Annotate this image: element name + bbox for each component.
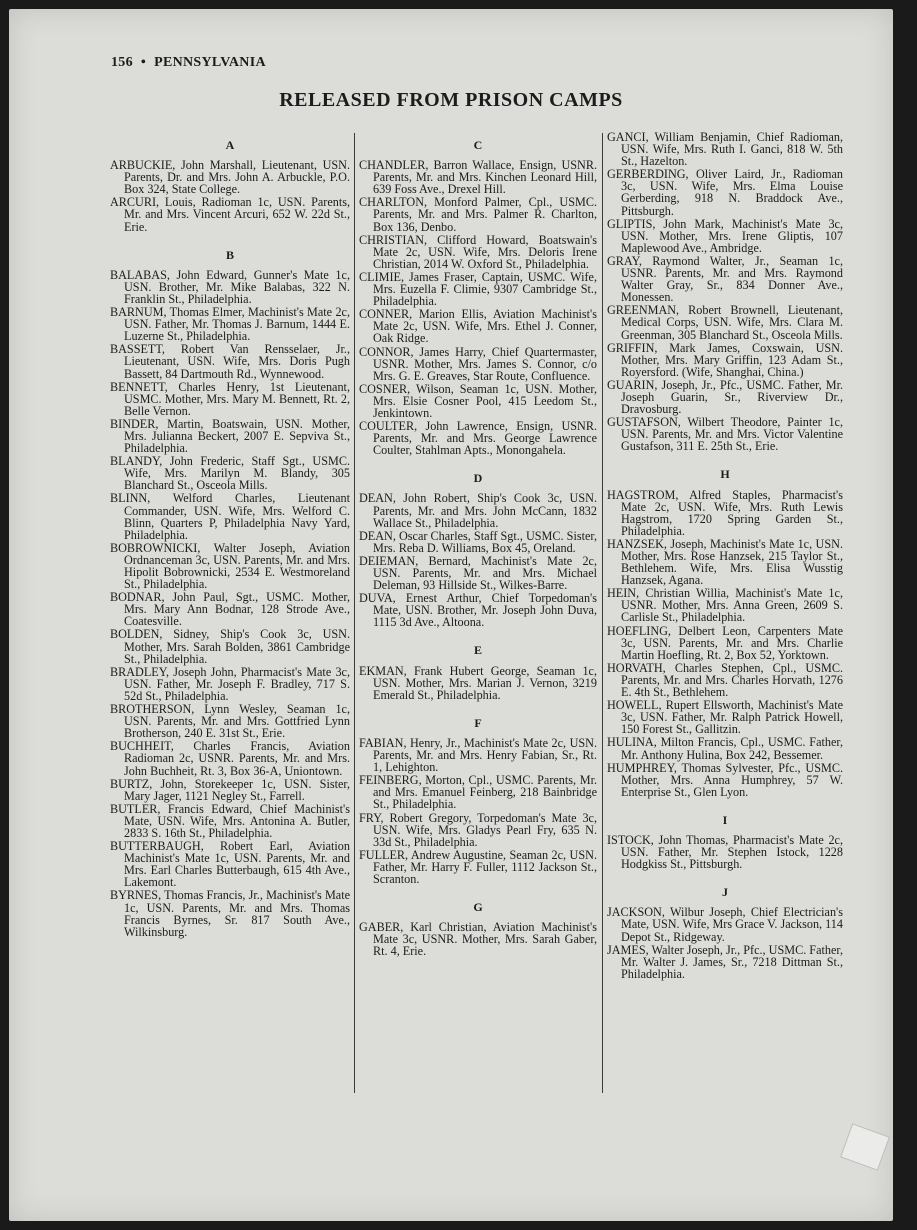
roster-entry: FABIAN, Henry, Jr., Machinist's Mate 2c, USN. Parents, Mr. and Mrs. Henry Fabian, Sr., Rt. 1, Lehighton. — [359, 735, 597, 775]
roster-entry: BLINN, Welford Charles, Lieutenant Commander, USN. Wife, Mrs. Welford C. Blinn, Quarters P, Philadelphia Navy Yard, Philadelphia. — [110, 491, 350, 542]
roster-entry: BENNETT, Charles Henry, 1st Lieutenant, USMC. Mother, Mrs. Mary M. Bennett, Rt. 2, Belle Vernon. — [110, 379, 350, 418]
roster-entry: GUARIN, Joseph, Jr., Pfc., USMC. Father, Mr. Joseph Guarin, Sr., Riverview Dr., Dravosburg. — [607, 377, 843, 417]
roster-entry: BURTZ, John, Storekeeper 1c, USN. Sister, Mary Jager, 1121 Negley St., Farrell. — [110, 776, 350, 803]
roster-entry: BOLDEN, Sidney, Ship's Cook 3c, USN. Mother, Mrs. Sarah Bolden, 3861 Cambridge St., Philadelphia. — [110, 627, 350, 666]
roster-entry: DUVA, Ernest Arthur, Chief Torpedoman's Mate, USN. Brother, Mr. Joseph John Duva, 1115 3d Ave., Altoona. — [359, 591, 597, 630]
roster-entry: BUTLER, Francis Edward, Chief Machinist's Mate, USN. Wife, Mrs. Antonina A. Butler, 2833 S. 16th St., Philadelphia. — [110, 801, 350, 840]
roster-entry: BINDER, Martin, Boatswain, USN. Mother, Mrs. Julianna Beckert, 2007 E. Sepviva St., Philadelphia. — [110, 416, 350, 456]
column-2 — [359, 131, 597, 958]
roster-entry: HUMPHREY, Thomas Sylvester, Pfc., USMC. Mother, Mrs. Anna Humphrey, 57 W. Enterprise St., Glen Lyon. — [607, 760, 843, 799]
roster-entry: HANZSEK, Joseph, Machinist's Mate 1c, USN. Mother, Mrs. Rose Hanzsek, 215 Taylor St., Bethlehem. Wife, Mrs. Elisa Wusstig Hanzsek, Agana. — [607, 536, 843, 588]
roster-entry: GRIFFIN, Mark James, Coxswain, USN. Mother, Mrs. Mary Griffin, 123 Adam St., Royersford. (Wife, Shanghai, China.) — [607, 340, 843, 379]
roster-entry: HEIN, Christian Willia, Machinist's Mate 1c, USNR. Mother, Mrs. Anna Green, 2609 S. Carlisle St., Philadelphia. — [607, 586, 843, 625]
roster-entry: DEIEMAN, Bernard, Machinist's Mate 2c, USN. Parents, Mr. and Mrs. Michael Deleman, 93 Hillside St., Wilkes-Barre. — [359, 553, 597, 593]
section-letter: I — [722, 812, 728, 827]
page-title: RELEASED FROM PRISON CAMPS — [279, 89, 623, 111]
roster-entry: HOEFLING, Delbert Leon, Carpenters Mate 3c, USN. Parents, Mr. and Mrs. Charlie Martin Hoefling, Rt. 2, Box 52, Yorktown. — [607, 623, 843, 662]
roster-entry: GERBERDING, Oliver Laird, Jr., Radioman 3c, USN. Wife, Mrs. Elma Louise Gerberding, 918 N. Braddock Ave., Pittsburgh. — [607, 167, 843, 218]
roster-entry: GABER, Karl Christian, Aviation Machinist's Mate 3c, USNR. Mother, Mrs. Sarah Gaber, Rt. 4, Erie. — [359, 920, 597, 959]
roster-entry: ISTOCK, John Thomas, Pharmacist's Mate 2c, USN. Father, Mr. Stephen Istock, 1228 Hodgkiss St., Pittsburgh. — [607, 832, 843, 872]
running-header — [111, 55, 266, 71]
roster-entry: BROTHERSON, Lynn Wesley, Seaman 1c, USN. Parents, Mr. and Mrs. Gottfried Lynn Brotherson, 240 E. 31st St., Erie. — [110, 702, 350, 741]
roster-entry: BALABAS, John Edward, Gunner's Mate 1c, USN. Brother, Mr. Mike Balabas, 322 N. Franklin St., Philadelphia. — [110, 267, 350, 306]
roster-entry: FRY, Robert Gregory, Torpedoman's Mate 3c, USN. Wife, Mrs. Gladys Pearl Fry, 635 N. 33d St., Philadelphia. — [359, 810, 597, 849]
roster-entry: HAGSTROM, Alfred Staples, Pharmacist's Mate 2c, USN. Wife, Mrs. Ruth Lewis Hagstrom, 1720 Spring Garden St., Philadelphia. — [607, 487, 843, 538]
roster-entry: BUCHHEIT, Charles Francis, Aviation Radioman 2c, USNR. Parents, Mr. and Mrs. John Buchheit, Rt. 3, Box 36-A, Uniontown. — [110, 739, 350, 778]
roster-entry: BLANDY, John Frederic, Staff Sgt., USMC. Wife, Mrs. Marilyn M. Blandy, 305 Blanchard St., Osceola Mills. — [110, 454, 350, 493]
column-1 — [110, 131, 350, 939]
section-letter: D — [473, 471, 483, 486]
roster-entry: GANCI, William Benjamin, Chief Radioman, USN. Wife, Mrs. Ruth I. Ganci, 818 W. 5th St., Hazelton. — [607, 130, 843, 169]
roster-entry: BRADLEY, Joseph John, Pharmacist's Mate 3c, USN. Father, Mr. Joseph F. Bradley, 717 S. 52d St., Philadelphia. — [110, 664, 350, 703]
roster-entry: JAMES, Walter Joseph, Jr., Pfc., USMC. Father, Mr. Walter J. James, Sr., 7218 Dittman St., Philadelphia. — [607, 942, 843, 981]
roster-entry: BARNUM, Thomas Elmer, Machinist's Mate 2c, USN. Father, Mr. Thomas J. Barnum, 1444 E. Luzerne St., Philadelphia. — [110, 305, 350, 344]
column-rule — [602, 133, 603, 1093]
document-page — [9, 9, 893, 1221]
roster-entry: GREENMAN, Robert Brownell, Lieutenant, Medical Corps, USN. Wife, Mrs. Clara M. Greenman, 305 Blanchard St., Osceola Mills. — [607, 303, 843, 342]
section-letter: E — [473, 643, 482, 658]
section-letter: B — [225, 247, 234, 262]
roster-entry: GUSTAFSON, Wilbert Theodore, Painter 1c, USN. Parents, Mr. and Mrs. Victor Valentine Gustafson, 311 E. 25th St., Erie. — [607, 415, 843, 454]
roster-entry: GLIPTIS, John Mark, Machinist's Mate 3c, USN. Mother, Mrs. Irene Gliptis, 107 Maplewood Ave., Ambridge. — [607, 216, 843, 255]
roster-entry: BASSETT, Robert Van Rensselaer, Jr., Lieutenant, USN. Wife, Mrs. Doris Pugh Bassett, 84 Dartmouth Rd., Wynnewood. — [110, 342, 350, 381]
roster-entry: CONNER, Marion Ellis, Aviation Machinist's Mate 2c, USN. Wife, Mrs. Ethel J. Conner, Oak Ridge. — [359, 307, 597, 346]
section-letter: H — [720, 467, 730, 482]
roster-entry: CONNOR, James Harry, Chief Quartermaster, USNR. Mother, Mrs. James S. Connor, c/o Mrs. G. E. Greaves, Star Route, Confluence. — [359, 344, 597, 383]
state-name: PENNSYLVANIA — [154, 55, 266, 70]
roster-entry: GRAY, Raymond Walter, Jr., Seaman 1c, USNR. Parents, Mr. and Mrs. Raymond Walter Gray, Sr., 834 Donner Ave., Monessen. — [607, 253, 843, 305]
roster-entry: CHANDLER, Barron Wallace, Ensign, USNR. Parents, Mr. and Mrs. Kinchen Leonard Hill, 639 Foss Ave., Drexel Hill. — [359, 158, 597, 197]
roster-entry: BODNAR, John Paul, Sgt., USMC. Mother, Mrs. Mary Ann Bodnar, 128 Strode Ave., Coatesville. — [110, 590, 350, 629]
roster-entry: DEAN, John Robert, Ship's Cook 3c, USN. Parents, Mr. and Mrs. John McCann, 1832 Wallace St., Philadelphia. — [359, 491, 597, 530]
roster-entry: EKMAN, Frank Hubert George, Seaman 1c, USN. Mother, Mrs. Marian J. Vernon, 3219 Emerald St., Philadelphia. — [359, 663, 597, 702]
roster-entry: ARCURI, Louis, Radioman 1c, USN. Parents, Mr. and Mrs. Vincent Arcuri, 652 W. 22d St., Erie. — [110, 195, 350, 234]
roster-entry: HULINA, Milton Francis, Cpl., USMC. Father, Mr. Anthony Hulina, Box 242, Bessemer. — [607, 735, 843, 762]
page-number: 156 — [111, 55, 133, 70]
section-letter: C — [473, 138, 483, 152]
header-bullet: • — [140, 55, 147, 70]
roster-entry: COSNER, Wilson, Seaman 1c, USN. Mother, Mrs. Elsie Cosner Pool, 415 Leedom St., Jenkintown. — [359, 381, 597, 420]
roster-entry: DEAN, Oscar Charles, Staff Sgt., USMC. Sister, Mrs. Reba D. Williams, Box 45, Oreland. — [359, 528, 597, 555]
roster-entry: CHARLTON, Monford Palmer, Cpl., USMC. Parents, Mr. and Mrs. Palmer R. Charlton, Box 136, Denbo. — [359, 195, 597, 234]
paper-tab — [840, 1123, 890, 1171]
roster-entry: BYRNES, Thomas Francis, Jr., Machinist's Mate 1c, USN. Parents, Mr. and Mrs. Thomas Francis Byrnes, Sr. 817 South Ave., Wilkinsburg. — [110, 888, 350, 939]
section-letter: J — [722, 885, 728, 900]
column-rule — [354, 133, 355, 1093]
column-3 — [607, 131, 843, 981]
roster-entry: BOBROWNICKI, Walter Joseph, Aviation Ordnanceman 3c, USN. Parents, Mr. and Mrs. Hipolit Bobrownicki, 2534 E. Westmoreland St., Philadelphia. — [110, 540, 350, 592]
roster-entry: HORVATH, Charles Stephen, Cpl., USMC. Parents, Mr. and Mrs. Charles Horvath, 1276 E. 4th St., Bethlehem. — [607, 660, 843, 700]
roster-entry: JACKSON, Wilbur Joseph, Chief Electrician's Mate, USN. Wife, Mrs Grace V. Jackson, 114 Depot St., Ridgeway. — [607, 905, 843, 944]
section-letter: A — [225, 138, 235, 152]
roster-entry: BUTTERBAUGH, Robert Earl, Aviation Machinist's Mate 1c, USN. Parents, Mr. and Mrs. Earl Charles Butterbaugh, 615 4th Ave., Lakemont. — [110, 839, 350, 890]
section-letter: F — [474, 715, 482, 730]
section-letter: G — [473, 900, 483, 915]
roster-entry: FEINBERG, Morton, Cpl., USMC. Parents, Mr. and Mrs. Emanuel Feinberg, 218 Bainbridge St., Philadelphia. — [359, 773, 597, 812]
roster-entry: COULTER, John Lawrence, Ensign, USNR. Parents, Mr. and Mrs. George Lawrence Coulter, Stahlman Apts., Monongahela. — [359, 419, 597, 458]
roster-entry: CLIMIE, James Fraser, Captain, USMC. Wife, Mrs. Euzella F. Climie, 9307 Cambridge St., Philadelphia. — [359, 269, 597, 309]
roster-entry: HOWELL, Rupert Ellsworth, Machinist's Mate 3c, USN. Father, Mr. Ralph Patrick Howell, 150 Forest St., Gallitzin. — [607, 698, 843, 737]
roster-entry: CHRISTIAN, Clifford Howard, Boatswain's Mate 2c, USN. Wife, Mrs. Deloris Irene Christian, 2014 W. Oxford St., Philadelphia. — [359, 232, 597, 271]
roster-entry: FULLER, Andrew Augustine, Seaman 2c, USN. Father, Mr. Harry F. Fuller, 1112 Jackson St., Scranton. — [359, 847, 597, 886]
roster-entry: ARBUCKIE, John Marshall, Lieutenant, USN. Parents, Dr. and Mrs. John A. Arbuckle, P.O. Box 324, State College. — [110, 158, 350, 197]
